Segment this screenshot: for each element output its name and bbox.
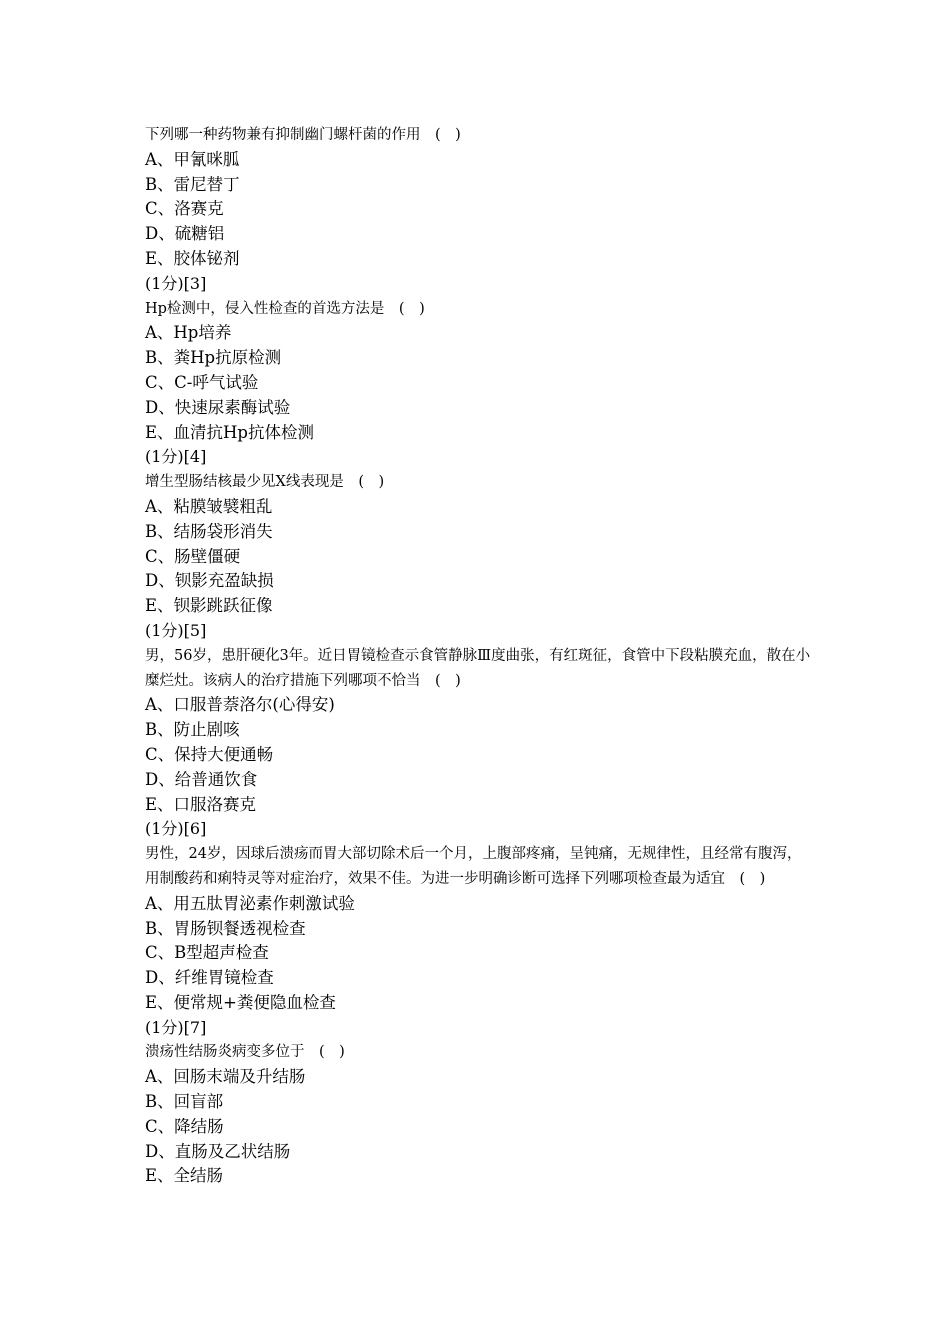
option-c: C、降结肠 [145,1116,224,1136]
option-b: B、结肠袋形消失 [145,521,273,541]
option-e: E、全结肠 [145,1166,224,1186]
option-a: A、回肠末端及升结肠 [145,1067,306,1087]
option-e: E、口服洛赛克 [145,794,257,814]
score-label: (1分)[4] [145,447,207,467]
option-d: D、纤维胃镜检查 [145,968,274,988]
question-stem: 下列哪一种药物兼有抑制幽门螺杆菌的作用 ( ) [145,127,461,143]
question-stem: 溃疡性结肠炎病变多位于 ( ) [145,1044,345,1061]
question-stem: 男，56岁，患肝硬化3年。近日胃镜检查示食管静脉Ⅲ度曲张，有红斑征，食管中下段粘膜充血，散在小糜烂灶。该病人的治疗措施下列哪项不恰当 ( ) [145,647,811,689]
option-c: C、C-呼气试验 [145,372,259,392]
option-a: A、用五肽胃泌素作刺激试验 [145,893,355,913]
option-a: A、粘膜皱襞粗乱 [145,496,273,516]
option-d: D、直肠及乙状结肠 [145,1141,291,1161]
option-b: B、粪Hp抗原检测 [145,348,282,368]
option-c: C、肠壁僵硬 [145,546,241,566]
option-c: C、B型超声检查 [145,943,269,963]
option-a: A、甲氰咪胍 [145,149,240,169]
option-b: B、防止剧咳 [145,720,240,740]
option-a: A、口服普萘洛尔(心得安) [145,695,335,715]
option-e: E、钡影跳跃征像 [145,596,273,616]
option-c: C、洛赛克 [145,199,224,219]
score-label: (1分)[5] [145,620,207,640]
question-stem: 男性，24岁，因球后溃疡而胃大部切除术后一个月，上腹部疼痛，呈钝痛，无规律性，且经常有腹泻，用制酸药和痢特灵等对症治疗，效果不佳。为进一步明确诊断可选择下列哪项检查最为适宜 ( ) [145,846,802,887]
option-d: D、快速尿素酶试验 [145,397,291,417]
option-e: E、血清抗Hp抗体检测 [145,422,314,442]
option-d: D、硫糖铝 [145,224,225,244]
option-b: B、回盲部 [145,1092,224,1112]
option-a: A、Hp培养 [145,323,232,343]
option-e: E、便常规+粪便隐血检查 [145,992,336,1012]
option-e: E、胶体铋剂 [145,248,240,268]
option-c: C、保持大便通畅 [145,744,274,764]
score-label: (1分)[3] [145,273,207,293]
option-b: B、胃肠钡餐透视检查 [145,918,306,938]
question-stem: 增生型肠结核最少见X线表现是 ( ) [145,474,385,491]
score-label: (1分)[6] [145,819,207,839]
question-stem: Hp检测中，侵入性检查的首选方法是 ( ) [145,300,425,317]
score-label: (1分)[7] [145,1017,207,1037]
option-d: D、钡影充盈缺损 [145,571,274,591]
question-list [145,123,815,1189]
option-b: B、雷尼替丁 [145,174,240,194]
option-d: D、给普通饮食 [145,769,258,789]
